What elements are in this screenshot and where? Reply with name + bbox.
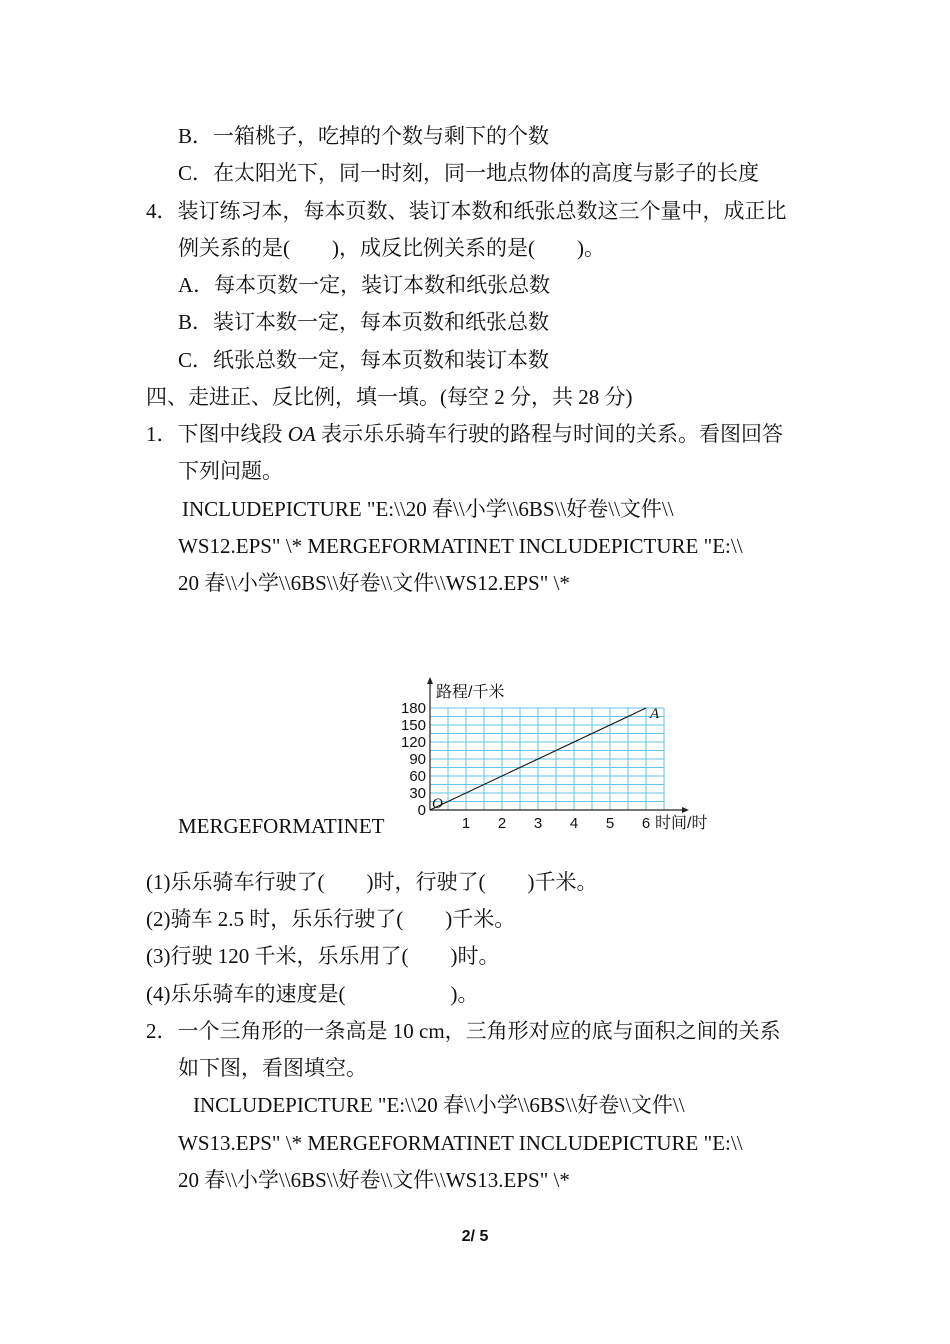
include-field-1a: INCLUDEPICTURE "E:\\20 春\\小学\\6BS\\好卷\\文件\\ — [182, 497, 674, 521]
section-4-heading: 四、走进正、反比例，填一填。(每空 2 分，共 28 分) — [146, 385, 633, 409]
chart-svg — [396, 676, 726, 836]
include-field-1b: WS12.EPS" \* MERGEFORMATINET INCLUDEPICTURE "E:\\ — [178, 534, 743, 558]
y-tick-label: 60 — [409, 768, 426, 785]
merge-field-1: MERGEFORMATINET — [178, 814, 385, 838]
x-tick-label: 3 — [533, 815, 543, 832]
problem-1-suffix: 表示乐乐骑车行驶的路程与时间的关系。看图回答 — [315, 422, 783, 446]
page-number: 2/ 5 — [461, 1228, 489, 1245]
option-3c: C．在太阳光下，同一时刻，同一地点物体的高度与影子的长度 — [178, 161, 760, 185]
y-axis-title: 路程/千米 — [436, 684, 505, 701]
question-4-line1: 4．装订练习本，每本页数、装订本数和纸张总数这三个量中，成正比 — [146, 199, 787, 223]
distance-time-chart — [396, 676, 726, 836]
y-tick-label: 30 — [409, 785, 426, 802]
x-tick-label: 2 — [497, 815, 507, 832]
x-tick-label: 6 — [641, 815, 651, 832]
y-tick-label: 0 — [417, 802, 426, 819]
sub-question-4: (4)乐乐骑车的速度是( )。 — [146, 982, 479, 1006]
sub-question-3: (3)行驶 120 千米，乐乐用了( )时。 — [146, 944, 500, 968]
x-axis-arrow — [682, 807, 689, 813]
y-axis-arrow — [427, 677, 433, 684]
x-tick-label: 5 — [605, 815, 615, 832]
x-axis-title: 时间/时 — [655, 815, 708, 832]
problem-2-line2: 如下图，看图填空。 — [178, 1056, 367, 1080]
point-label: O — [432, 796, 443, 812]
point-label: A — [650, 706, 660, 722]
y-tick-label: 90 — [409, 751, 426, 768]
problem-1-line1 — [146, 421, 783, 447]
sub-question-2: (2)骑车 2.5 时，乐乐行驶了( )千米。 — [146, 907, 516, 931]
sub-question-1: (1)乐乐骑车行驶了( )时，行驶了( )千米。 — [146, 870, 598, 894]
option-4a: A．每本页数一定，装订本数和纸张总数 — [178, 273, 551, 297]
option-3b: B．一箱桃子，吃掉的个数与剩下的个数 — [178, 124, 550, 148]
y-tick-label: 180 — [400, 700, 426, 717]
x-tick-label: 1 — [461, 815, 471, 832]
problem-1-prefix: 1．下图中线段 — [146, 422, 288, 446]
option-4c: C．纸张总数一定，每本页数和装订本数 — [178, 348, 550, 372]
x-tick-label: 4 — [569, 815, 579, 832]
question-4-line2: 例关系的是( )，成反比例关系的是( )。 — [178, 236, 605, 260]
include-field-2b: WS13.EPS" \* MERGEFORMATINET INCLUDEPICTURE "E:\\ — [178, 1131, 743, 1155]
include-field-2c: 20 春\\小学\\6BS\\好卷\\文件\\WS13.EPS" \* — [178, 1168, 570, 1192]
problem-1-line2: 下列问题。 — [178, 459, 283, 483]
option-4b: B．装订本数一定，每本页数和纸张总数 — [178, 310, 550, 334]
y-tick-label: 150 — [400, 717, 426, 734]
include-field-1c: 20 春\\小学\\6BS\\好卷\\文件\\WS12.EPS" \* — [178, 571, 570, 595]
problem-2-line1: 2．一个三角形的一条高是 10 cm，三角形对应的底与面积之间的关系 — [146, 1019, 781, 1043]
include-field-2a: INCLUDEPICTURE "E:\\20 春\\小学\\6BS\\好卷\\文件\\ — [193, 1093, 685, 1117]
segment-name: OA — [287, 422, 316, 446]
y-tick-label: 120 — [400, 734, 426, 751]
